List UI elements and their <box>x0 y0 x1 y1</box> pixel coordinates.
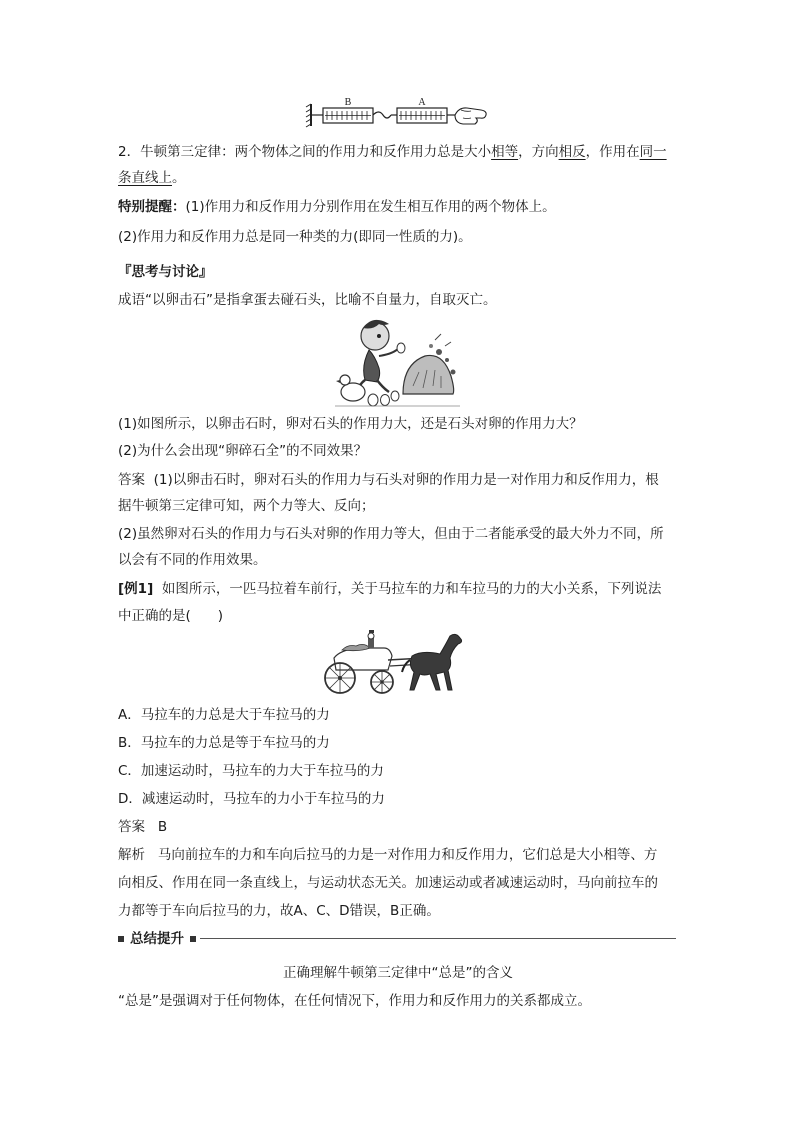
discussion-answer-text-1: (1)以卵击石时，卵对石头的作用力与石头对卵的作用力是一对作用力和反作用力，根 <box>153 472 659 488</box>
example-answer-value: B <box>157 819 168 835</box>
special-note-2: (2)作用力和反作用力总是同一种类的力(即同一性质的力)。 <box>118 229 472 245</box>
question-2: (2)为什么会出现“卵碎石全”的不同效果？ <box>118 443 368 459</box>
example-answer-label: 答案 <box>118 819 145 835</box>
special-note-title: 特别提醒： <box>118 199 186 215</box>
example-answer <box>118 817 678 837</box>
summary-heading: 总结提升 <box>130 931 184 947</box>
discussion-intro: 成语“以卵击石”是指拿蛋去碰石头，比喻不自量力，自取灭亡。 <box>118 292 497 308</box>
third-law-line-1 <box>118 142 678 162</box>
analysis-label: 解析 <box>118 847 145 863</box>
law-prefix: 2．牛顿第三定律：两个物体之间的作用力和反作用力总是大小 <box>118 144 492 160</box>
horse-carriage-illustration <box>320 630 468 696</box>
analysis-line-3: 力都等于车向后拉马的力，故A、C、D错误，B正确。 <box>118 903 440 919</box>
option-a: A．马拉车的力总是大于车拉马的力 <box>118 707 330 723</box>
discussion-heading: 『思考与讨论』 <box>118 264 213 280</box>
summary-body: “总是”是强调对于任何物体，在任何情况下，作用力和反作用力的关系都成立。 <box>118 993 591 1009</box>
discussion-answer-line-2: 据牛顿第三定律可知，两个力等大、反向； <box>118 498 375 514</box>
spring-balance-figure <box>305 96 490 130</box>
question-1: (1)如图所示，以卵击石时，卵对石头的作用力大，还是石头对卵的作用力大？ <box>118 416 583 432</box>
discussion-answer-line-4: 以会有不同的作用效果。 <box>118 552 267 568</box>
label-a: A <box>418 97 426 108</box>
example-stem-line-2: 中正确的是( ) <box>118 608 224 624</box>
example-tag: [例1] <box>118 581 154 597</box>
option-b: B．马拉车的力总是等于车拉马的力 <box>118 735 330 751</box>
option-d: D．减速运动时，马拉车的力小于车拉马的力 <box>118 791 385 807</box>
law-opposite: 相反 <box>558 144 586 160</box>
law-same-line-2: 条直线上 <box>118 170 172 186</box>
law-suffix: 。 <box>172 170 186 186</box>
summary-square-icon-right <box>190 936 196 942</box>
summary-heading-row <box>118 929 196 949</box>
law-mid1: ，方向 <box>518 144 559 160</box>
analysis-text-1: 马向前拉车的力和车向后拉马的力是一对作用力和反作用力，它们总是大小相等、方 <box>157 847 658 863</box>
summary-title: 正确理解牛顿第三定律中“总是”的含义 <box>283 965 513 981</box>
third-law-line-2 <box>118 168 678 188</box>
example-stem-text-1: 如图所示，一匹马拉着车前行，关于马拉车的力和车拉马的力的大小关系，下列说法 <box>161 581 662 597</box>
discussion-answer-label: 答案 <box>118 472 145 488</box>
analysis-line-2: 向相反、作用在同一条直线上，与运动状态无关。加速运动或者减速运动时，马向前拉车的 <box>118 875 658 891</box>
example-stem-line-1 <box>118 579 678 599</box>
discussion-answer-line-1 <box>118 470 678 490</box>
egg-stone-illustration <box>335 316 460 408</box>
discussion-answer-line-3: (2)虽然卵对石头的作用力与石头对卵的作用力等大，但由于二者能承受的最大外力不同，所 <box>118 526 664 542</box>
analysis-line-1 <box>118 845 678 865</box>
law-same-line-1: 同一 <box>639 144 667 160</box>
label-b: B <box>344 97 352 108</box>
summary-square-icon <box>118 936 124 942</box>
law-mid2: ，作用在 <box>585 144 640 160</box>
note-1: (1)作用力和反作用力分别作用在发生相互作用的两个物体上。 <box>185 199 556 215</box>
law-equal: 相等 <box>491 144 519 160</box>
option-c: C．加速运动时，马拉车的力大于车拉马的力 <box>118 763 384 779</box>
special-note-1 <box>118 197 678 217</box>
summary-divider <box>200 938 676 939</box>
